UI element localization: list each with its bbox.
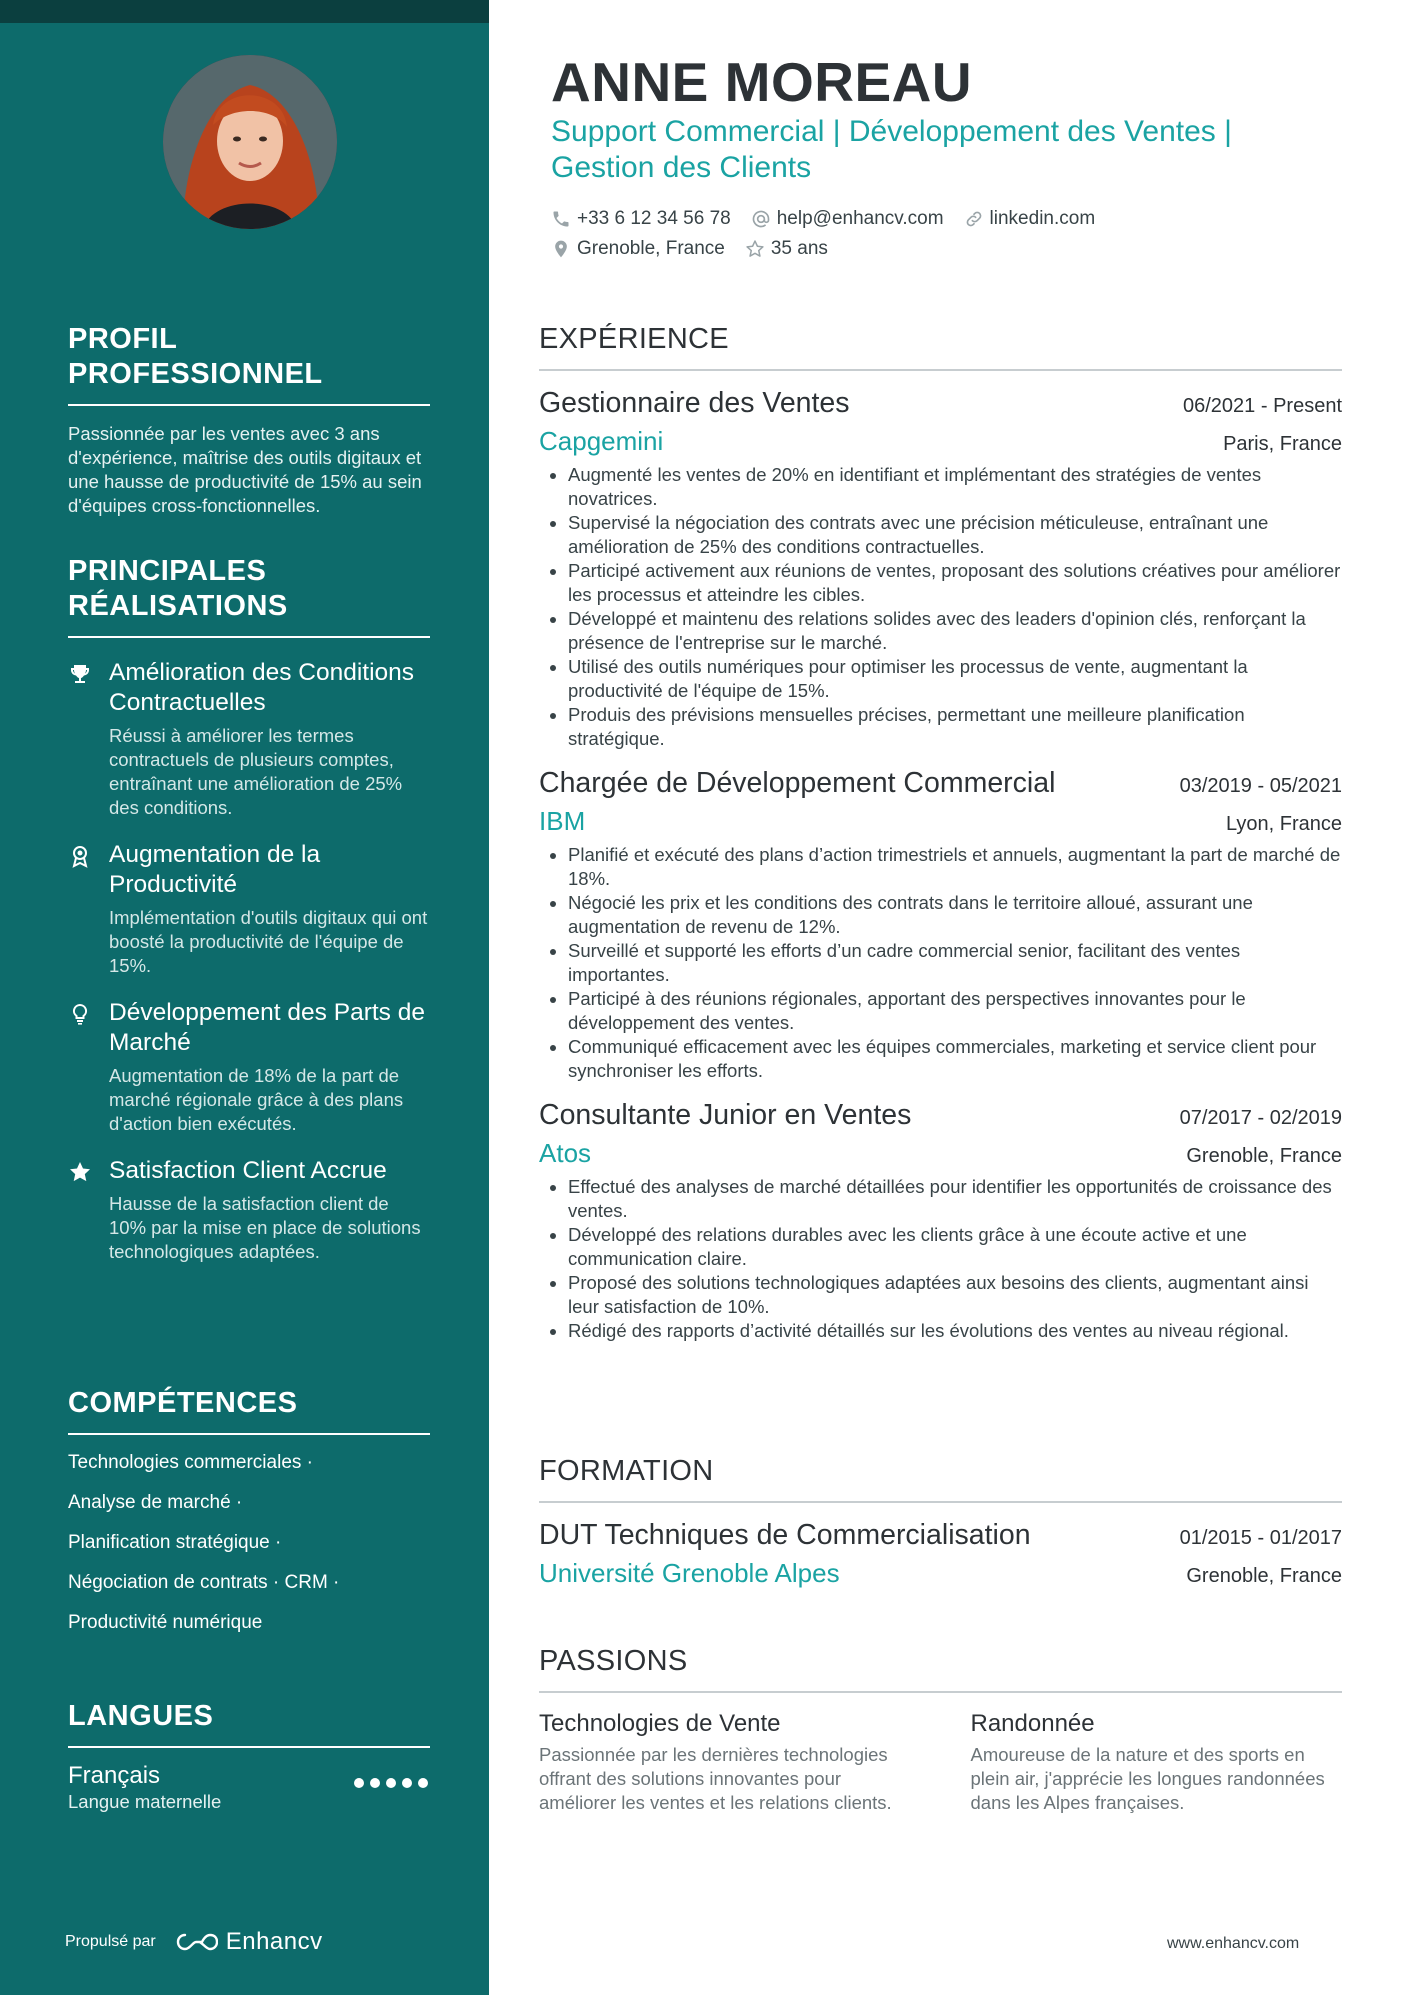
- education-dates: 01/2015 - 01/2017: [1179, 1527, 1342, 1549]
- rating-dot: [402, 1778, 412, 1788]
- passions-title: PASSIONS: [539, 1644, 1342, 1693]
- education-title: FORMATION: [539, 1454, 1342, 1503]
- job-dates: 07/2017 - 02/2019: [1179, 1107, 1342, 1129]
- linkedin-text: linkedin.com: [989, 208, 1096, 229]
- website-link[interactable]: www.enhancv.com: [1167, 1935, 1300, 1952]
- brand-name: Enhancv: [225, 1928, 323, 1955]
- job-bullet: • Participé activement aux réunions de ventes, proposant des solutions créatives pour améliorer les processus et atteindre les cibles.: [568, 559, 1342, 607]
- profile-text: Passionnée par les ventes avec 3 ans d'expérience, maîtrise des outils digitaux et une hausse de productivité de 15% au sein d'équipes cross-fonctionnelles.: [68, 423, 422, 516]
- job-entry: [539, 765, 1342, 1083]
- contact-location: [551, 238, 725, 260]
- passions-section: [539, 1644, 1342, 1815]
- star-outline-icon: [745, 239, 765, 259]
- achievement-title: Satisfaction Client Accrue: [109, 1157, 387, 1184]
- rating-dot: [386, 1778, 396, 1788]
- job-bullet: • Supervisé la négociation des contrats avec une précision méticuleuse, entraînant une amélioration de 25% des conditions contractuelles.: [568, 511, 1342, 559]
- profile-title: PROFIL PROFESSIONNEL: [68, 322, 430, 406]
- contact-info: [551, 204, 1095, 264]
- achievement-desc: Hausse de la satisfaction client de 10% par la mise en place de solutions technologiques adaptées.: [109, 1193, 421, 1262]
- achievements-title-line2: RÉALISATIONS: [68, 590, 288, 622]
- job-bullet: • Développé des relations durables avec les clients grâce à une écoute active et une communication claire.: [568, 1223, 1342, 1271]
- degree-title: DUT Techniques de Commercialisation: [539, 1519, 1031, 1551]
- job-bullet: • Proposé des solutions technologiques adaptées aux besoins des clients, augmentant ainsi leur satisfaction de 10%.: [568, 1271, 1342, 1319]
- lightbulb-icon: [68, 1002, 92, 1026]
- achievements-section: [68, 554, 430, 1264]
- language-name: Français: [68, 1762, 161, 1789]
- job-bullet: • Surveillé et supporté les efforts d’un cadre commercial senior, facilitant des ventes importantes.: [568, 939, 1342, 987]
- rating-dot: [354, 1778, 364, 1788]
- infinity-icon: [174, 1930, 218, 1954]
- passion-desc: Amoureuse de la nature et des sports en plein air, j'apprécie les longues randonnées dans les Alpes françaises.: [970, 1744, 1325, 1813]
- candidate-name: ANNE MOREAU: [551, 51, 973, 113]
- rating-dot: [418, 1778, 428, 1788]
- passion-title: Technologies de Vente: [539, 1710, 781, 1737]
- job-company: Capgemini: [539, 426, 664, 456]
- job-bullet: • Négocié les prix et les conditions des contrats dans le territoire alloué, assurant une augmentation de revenu de 12%.: [568, 891, 1342, 939]
- experience-section: [539, 322, 1342, 1343]
- achievement-title: Augmentation de la Productivité: [109, 841, 321, 898]
- contact-age: [745, 238, 828, 260]
- contact-phone[interactable]: [551, 208, 731, 230]
- education-section: [539, 1454, 1342, 1589]
- achievement-title: Amélioration des Conditions Contractuelles: [109, 659, 415, 716]
- age-text: 35 ans: [770, 238, 828, 259]
- job-dates: 06/2021 - Present: [1183, 395, 1342, 417]
- job-company: IBM: [539, 806, 586, 836]
- job-location: Paris, France: [1223, 433, 1342, 455]
- school-name: Université Grenoble Alpes: [539, 1558, 840, 1588]
- job-bullet: • Participé à des réunions régionales, apportant des perspectives innovantes pour le développement des ventes.: [568, 987, 1342, 1035]
- phone-text: +33 6 12 34 56 78: [577, 208, 731, 229]
- job-bullet: • Produis des prévisions mensuelles précises, permettant une meilleure planification stratégique.: [568, 703, 1342, 751]
- headline-line1: Support Commercial | Développement des Ventes |: [551, 115, 1232, 148]
- job-bullets: [539, 843, 1342, 1083]
- job-title: Chargée de Développement Commercial: [539, 767, 1056, 799]
- job-company: Atos: [539, 1138, 592, 1168]
- rating-dot: [370, 1778, 380, 1788]
- contact-linkedin[interactable]: [964, 208, 1096, 230]
- star-icon: [68, 1160, 92, 1184]
- award-icon: [68, 844, 92, 868]
- powered-by: [65, 1928, 323, 1956]
- trophy-icon: [68, 662, 92, 686]
- job-title: Consultante Junior en Ventes: [539, 1099, 912, 1131]
- link-icon: [964, 209, 984, 229]
- job-bullet: • Effectué des analyses de marché détaillées pour identifier les opportunités de croissance des ventes.: [568, 1175, 1342, 1223]
- language-level: Langue maternelle: [68, 1791, 222, 1812]
- location-text: Grenoble, France: [577, 238, 725, 259]
- job-bullet: • Rédigé des rapports d’activité détaillés sur les évolutions des ventes au niveau régional.: [568, 1319, 1342, 1343]
- achievements-title-line1: PRINCIPALES: [68, 555, 267, 587]
- skill-line: Productivité numérique: [68, 1612, 263, 1633]
- language-rating: [354, 1778, 428, 1788]
- job-bullets: [539, 1175, 1342, 1343]
- job-entry: [539, 385, 1342, 751]
- job-bullet: • Augmenté les ventes de 20% en identifiant et implémentant des stratégies de ventes novatrices.: [568, 463, 1342, 511]
- contact-email[interactable]: [751, 208, 944, 230]
- powered-label: Propulsé par: [65, 1933, 156, 1950]
- job-bullet: • Communiqué efficacement avec les équipes commerciales, marketing et service client pour synchroniser les efforts.: [568, 1035, 1342, 1083]
- candidate-headline: [551, 114, 1311, 186]
- skills-section: [68, 1386, 430, 1635]
- skill-line: Planification stratégique ·: [68, 1532, 282, 1553]
- achievement-desc: Augmentation de 18% de la part de marché régionale grâce à des plans d'action bien exécutés.: [109, 1065, 404, 1134]
- job-bullets: [539, 463, 1342, 751]
- languages-section: [68, 1699, 430, 1818]
- skills-title: COMPÉTENCES: [68, 1386, 430, 1435]
- education-entry: [539, 1517, 1342, 1589]
- phone-icon: [551, 209, 571, 229]
- languages-title: LANGUES: [68, 1699, 430, 1748]
- achievement-desc: Réussi à améliorer les termes contractuels de plusieurs comptes, entraînant une amélioration de 25% des conditions.: [109, 725, 403, 818]
- headline-line2: Gestion des Clients: [551, 151, 812, 184]
- achievement-item: [68, 1156, 430, 1264]
- enhancv-logo[interactable]: [174, 1928, 323, 1956]
- passion-desc: Passionnée par les dernières technologies offrant des solutions innovantes pour améliorer les ventes et les relations clients.: [539, 1744, 892, 1813]
- job-location: Grenoble, France: [1186, 1145, 1342, 1167]
- job-bullet: • Utilisé des outils numériques pour optimiser les processus de vente, augmentant la productivité de l'équipe de 15%.: [568, 655, 1342, 703]
- experience-title: EXPÉRIENCE: [539, 322, 1342, 371]
- location-pin-icon: [551, 239, 571, 259]
- school-location: Grenoble, France: [1186, 1565, 1342, 1587]
- job-bullet: • Développé et maintenu des relations solides avec des leaders d'opinion clés, renforçant la présence de l'entreprise sur le marché.: [568, 607, 1342, 655]
- achievement-desc: Implémentation d'outils digitaux qui ont boosté la productivité de l'équipe de 15%.: [109, 907, 428, 976]
- job-bullet: • Planifié et exécuté des plans d’action trimestriels et annuels, augmentant la part de marché de 18%.: [568, 843, 1342, 891]
- email-text: help@enhancv.com: [776, 208, 944, 229]
- achievement-item: [68, 840, 430, 978]
- achievement-title: Développement des Parts de Marché: [109, 999, 425, 1056]
- profile-photo: [163, 55, 337, 229]
- passion-title: Randonnée: [970, 1710, 1095, 1737]
- skill-line: Négociation de contrats · CRM ·: [68, 1572, 340, 1593]
- at-icon: [751, 209, 771, 229]
- passion-item: [539, 1709, 911, 1815]
- achievement-item: [68, 998, 430, 1136]
- job-dates: 03/2019 - 05/2021: [1179, 775, 1342, 797]
- sidebar-top-bar: [0, 0, 489, 23]
- sidebar: [0, 0, 489, 1995]
- achievements-title: [68, 554, 430, 638]
- profile-section: [68, 322, 430, 518]
- job-title: Gestionnaire des Ventes: [539, 387, 850, 419]
- skill-line: Technologies commerciales ·: [68, 1452, 313, 1473]
- passion-item: [971, 1709, 1343, 1815]
- job-location: Lyon, France: [1226, 813, 1342, 835]
- language-item: [68, 1762, 430, 1818]
- skill-line: Analyse de marché ·: [68, 1492, 243, 1513]
- achievement-item: [68, 658, 430, 820]
- job-entry: [539, 1097, 1342, 1343]
- portrait-image: [163, 55, 337, 229]
